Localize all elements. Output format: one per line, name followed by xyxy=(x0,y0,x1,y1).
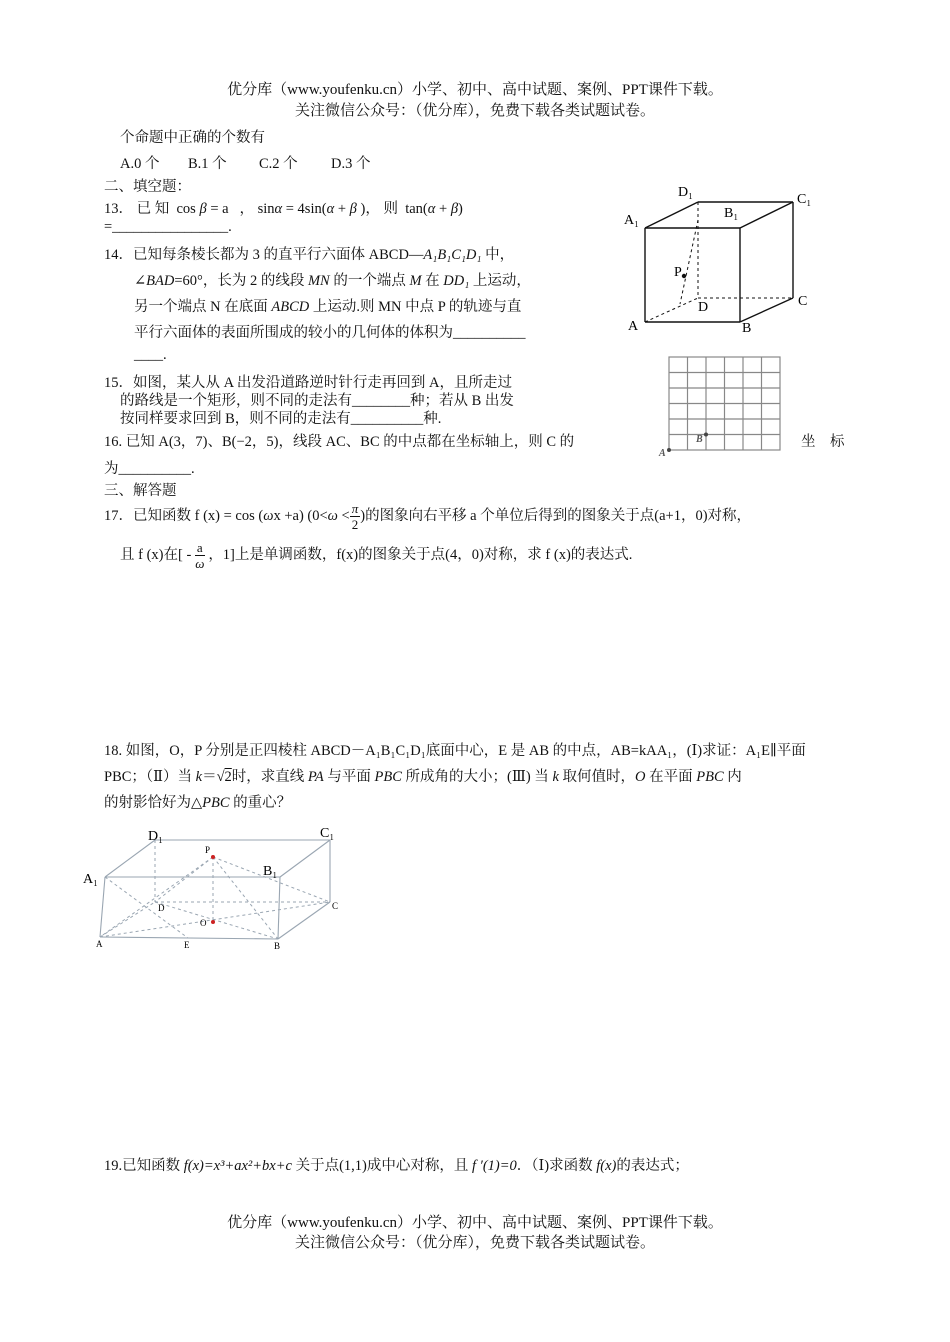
footer-line-2: 关注微信公众号：（优分库），免费下载各类试题试卷。 xyxy=(294,1235,655,1251)
point-p-red xyxy=(211,855,215,859)
street-grid-figure xyxy=(655,352,785,460)
q14-line-4: 平行六面体的表面所围成的较小的几何体的体积为__________ xyxy=(134,325,526,341)
q18-line-3: 的射影恰好为△PBC 的重心？ xyxy=(104,795,292,811)
q15-line-2: 的路线是一个矩形，则不同的走法有________种；若从 B 出发 xyxy=(120,393,514,409)
q16-line-2: 为__________. xyxy=(104,461,195,477)
section-3-title: 三、解答题 xyxy=(104,483,177,499)
label-p: P xyxy=(674,265,682,280)
prism-label-d1: D₁ xyxy=(148,829,163,844)
q16-line-1-end: 坐 标 xyxy=(801,434,845,450)
prism-label-a: A xyxy=(96,939,103,949)
point-o-red xyxy=(211,920,215,924)
prism-label-c1: C₁ xyxy=(320,826,335,841)
q13-answer-blank: =________________. xyxy=(104,219,232,235)
label-c1: C₁ xyxy=(797,192,812,207)
header-line-2: 关注微信公众号：（优分库），免费下载各类试题试卷。 xyxy=(294,103,655,119)
label-d: D xyxy=(698,300,709,315)
option-c: C.2 个 xyxy=(259,156,298,172)
grid-label-a: A xyxy=(659,448,666,459)
prism-label-d: D xyxy=(158,903,165,913)
prism-label-p: P xyxy=(205,845,211,855)
prev-question-tail: 个命题中正确的个数有 xyxy=(120,130,265,146)
label-d1: D₁ xyxy=(678,185,693,200)
prism-figure xyxy=(80,822,360,957)
q14-line-5: ____. xyxy=(134,347,167,363)
q13-line-1: 13． 已 知 cos β = a ， sinα = 4sin(α + β )， 则 tan(α + β) xyxy=(104,201,463,217)
footer-line-1: 优分库（www.youfenku.cn）小学、初中、高中试题、案例、PPT课件下载。 xyxy=(227,1215,723,1231)
prism-label-b1: B₁ xyxy=(263,864,278,879)
q17-line-1: 17．已知函数 f (x) = cos (ωx +a) (0<ω < $\frac{\pi}{2}$ )的图象向右平移 a 个单位后得到的图象关于点(a+1，0)对称， xyxy=(104,501,752,533)
option-d: D.3 个 xyxy=(331,156,371,172)
q15-line-3: 按同样要求回到 B，则不同的走法有__________种. xyxy=(120,411,442,427)
q14-line-2: ∠BAD=60°，长为 2 的线段 MN 的一个端点 M 在 DD₁ 上运动， xyxy=(134,273,531,289)
prism-label-c: C xyxy=(332,901,339,911)
prism-label-e: E xyxy=(184,940,190,950)
q17-line-2: 且 f (x)在[ - $\frac{a}{\omega}$ ，1]上是单调函数，f(x)的图象关于点(4，0)对称，求 f (x)的表达式. xyxy=(120,540,633,572)
point-p xyxy=(682,274,686,278)
section-2-title: 二、填空题： xyxy=(104,179,191,195)
label-a: A xyxy=(628,319,639,334)
prism-label-o: O xyxy=(200,918,207,928)
prism-label-a1: A₁ xyxy=(83,872,98,887)
grid-label-b: B xyxy=(696,434,703,445)
label-c: C xyxy=(798,294,808,309)
cube-figure xyxy=(620,180,820,340)
q18-line-1: 18. 如图，O，P 分别是正四棱柱 ABCD－A₁B₁C₁D₁底面中心，E 是 AB 的中点，AB=kAA₁，(Ⅰ)求证：A₁E∥平面 xyxy=(104,743,806,759)
label-b1: B₁ xyxy=(724,206,739,221)
header-line-1: 优分库（www.youfenku.cn）小学、初中、高中试题、案例、PPT课件下载。 xyxy=(227,82,723,98)
q19-line-1: 19.已知函数 f(x)=x³+ax²+bx+c 关于点(1,1)成中心对称，且 f ′(1)=0．（Ⅰ)求函数 f(x)的表达式； xyxy=(104,1158,689,1174)
label-b: B xyxy=(742,321,752,336)
q14-line-3: 另一个端点 N 在底面 ABCD 上运动.则 MN 中点 P 的轨迹与直 xyxy=(134,299,522,315)
q14-line-1: 14．已知每条棱长都为 3 的直平行六面体 ABCD—A₁B₁C₁D₁ 中， xyxy=(104,247,515,263)
prism-label-b: B xyxy=(274,941,281,951)
q15-line-1: 15．如图，某人从 A 出发沿道路逆时针行走再回到 A，且所走过 xyxy=(104,375,513,391)
q16-line-1: 16. 已知 A(3，7)、B(−2，5)，线段 AC、BC 的中点都在坐标轴上，则 C 的 xyxy=(104,434,575,450)
q18-line-2: PBC；（Ⅱ）当 k＝√2时，求直线 PA 与平面 PBC 所成角的大小；(Ⅲ) 当 k 取何值时，O 在平面 PBC 内 xyxy=(104,769,742,785)
label-a1: A₁ xyxy=(624,213,639,228)
option-a: A.0 个 xyxy=(120,156,160,172)
option-b: B.1 个 xyxy=(188,156,227,172)
